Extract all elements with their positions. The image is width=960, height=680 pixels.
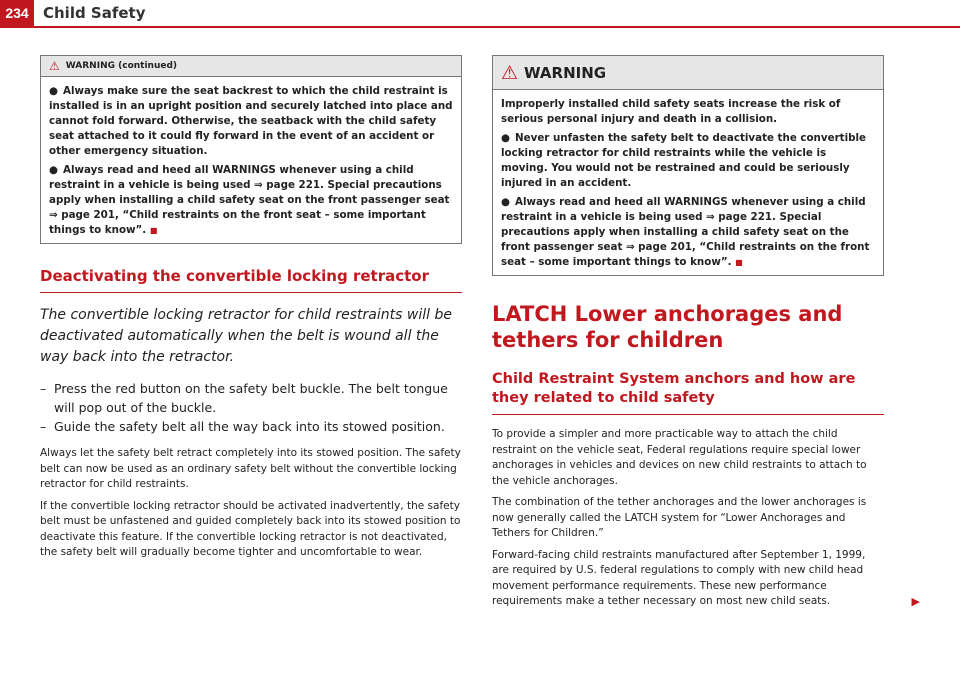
warning-lead: Improperly installed child safety seats increase the risk of serious personal injury and death in a collision. [501,98,841,125]
section-title: Deactivating the convertible locking retractor [40,266,462,293]
step-text: Guide the safety belt all the way back into its stowed position. [54,419,445,434]
body-text [40,446,462,561]
paragraph: If the convertible locking retractor should be activated inadvertently, the safety belt must be unfastened and guided completely back into its stowed position to deactivate this feature. If the convertible locking retractor is not deactivated, the safety belt will gradually become tighter and uncomfortable to wear. [40,499,461,558]
warning-item-text: Never unfasten the safety belt to deactivate the convertible locking retractor for child restraints while the vehicle is moving. You would not be restrained and could be seriously injured in an accident. [501,132,866,189]
paragraph [492,548,920,610]
warning-item-text: Always make sure the seat backrest to which the child restraint is installed is in an upright position and securely latched into place and cannot fold forward. Otherwise, the seatback with the child safety seat attached to it could fly forward in the event of an accident or other emergency situation. [49,85,453,157]
warning-box [492,55,884,276]
red-square-icon: ■ [149,226,158,235]
section-title: Child Restraint System anchors and how are they related to child safety [492,370,884,415]
warning-item: ● Always make sure the seat backrest to which the child restraint is installed is in an upright position and securely latched into place and cannot fold forward. Otherwise, the seatback with the child safety seat attached to it could fly forward in the event of an accident or other emergency situation. [49,85,453,157]
paragraph: The combination of the tether anchorages and the lower anchorages is now generally called the LATCH system for “Lower Anchorages and Tethers for Children.” [492,496,867,539]
warning-body [41,77,461,243]
right-column [492,55,920,616]
body-text [492,427,920,610]
main-title: LATCH Lower anchorages and tethers for children [492,302,843,352]
warning-item: ● Never unfasten the safety belt to deactivate the convertible locking retractor for child restraints while the vehicle is moving. You would not be restrained and could be seriously injured in an accident. [501,132,866,189]
warning-heading: WARNING [524,63,607,82]
warning-heading: WARNING (continued) [65,61,178,71]
page-number: 234 [0,0,34,26]
intro-text: The convertible locking retractor for child restraints will be deactivated automatically when the belt is wound all the way back into the retractor. [40,307,452,365]
warning-header [493,56,883,90]
paragraph: To provide a simpler and more practicable way to attach the child restraint on the vehicle seat, Federal regulations require special lower anchorages in vehicles and devices on new child restraints to attach to the vehicle anchorages. [492,428,867,487]
left-column [40,55,462,567]
warning-body [493,90,883,275]
warning-item: ● Always read and heed all WARNINGS whenever using a child restraint in a vehicle is being used ⇒ page 221. Special precautions apply when installing a child safety seat on the front passenger seat ⇒ page 201, “Child restraints on the front seat – some important things to know”. ■ [501,196,870,268]
continue-arrow-icon: ▶ [911,595,920,608]
warning-header [41,56,461,77]
step-list [40,379,462,436]
warning-triangle-icon: ⚠ [501,61,519,84]
header-rule [0,26,960,28]
warning-item-text: Always read and heed all WARNINGS whenever using a child restraint in a vehicle is being used ⇒ page 221. Special precautions apply when installing a child safety seat on the front passenger seat ⇒ page 201, “Child restraints on the front seat – some important things to know”. [49,164,450,236]
paragraph: Always let the safety belt retract completely into its stowed position. The safety belt can now be used as an ordinary safety belt without the convertible locking retractor for child restraints. [40,447,461,490]
step-text: Press the red button on the safety belt buckle. The belt tongue will pop out of the buckle. [54,381,448,415]
paragraph-text: Forward-facing child restraints manufactured after September 1, 1999, are required by U.S. federal regulations to comply with new child head movement performance requirements. These new performance requirements make a tether necessary on most new child seats. [492,548,866,607]
warning-item-text: Always read and heed all WARNINGS whenever using a child restraint in a vehicle is being used ⇒ page 221. Special precautions apply when installing a child safety seat on the front passenger seat ⇒ page 201, “Child restraints on the front seat – some important things to know”. [501,196,870,268]
chapter-title: Child Safety [43,4,146,22]
warning-triangle-icon: ⚠ [49,59,60,73]
red-square-icon: ■ [735,258,743,267]
warning-item: ● Always read and heed all WARNINGS whenever using a child restraint in a vehicle is being used ⇒ page 221. Special precautions apply when installing a child safety seat on the front passenger seat ⇒ page 201, “Child restraints on the front seat – some important things to know”. ■ [49,164,450,236]
step-item: – Guide the safety belt all the way back into its stowed position. [40,419,445,434]
warning-box-continued [40,55,462,244]
step-item: – Press the red button on the safety belt buckle. The belt tongue will pop out of the buckle. [40,379,462,417]
